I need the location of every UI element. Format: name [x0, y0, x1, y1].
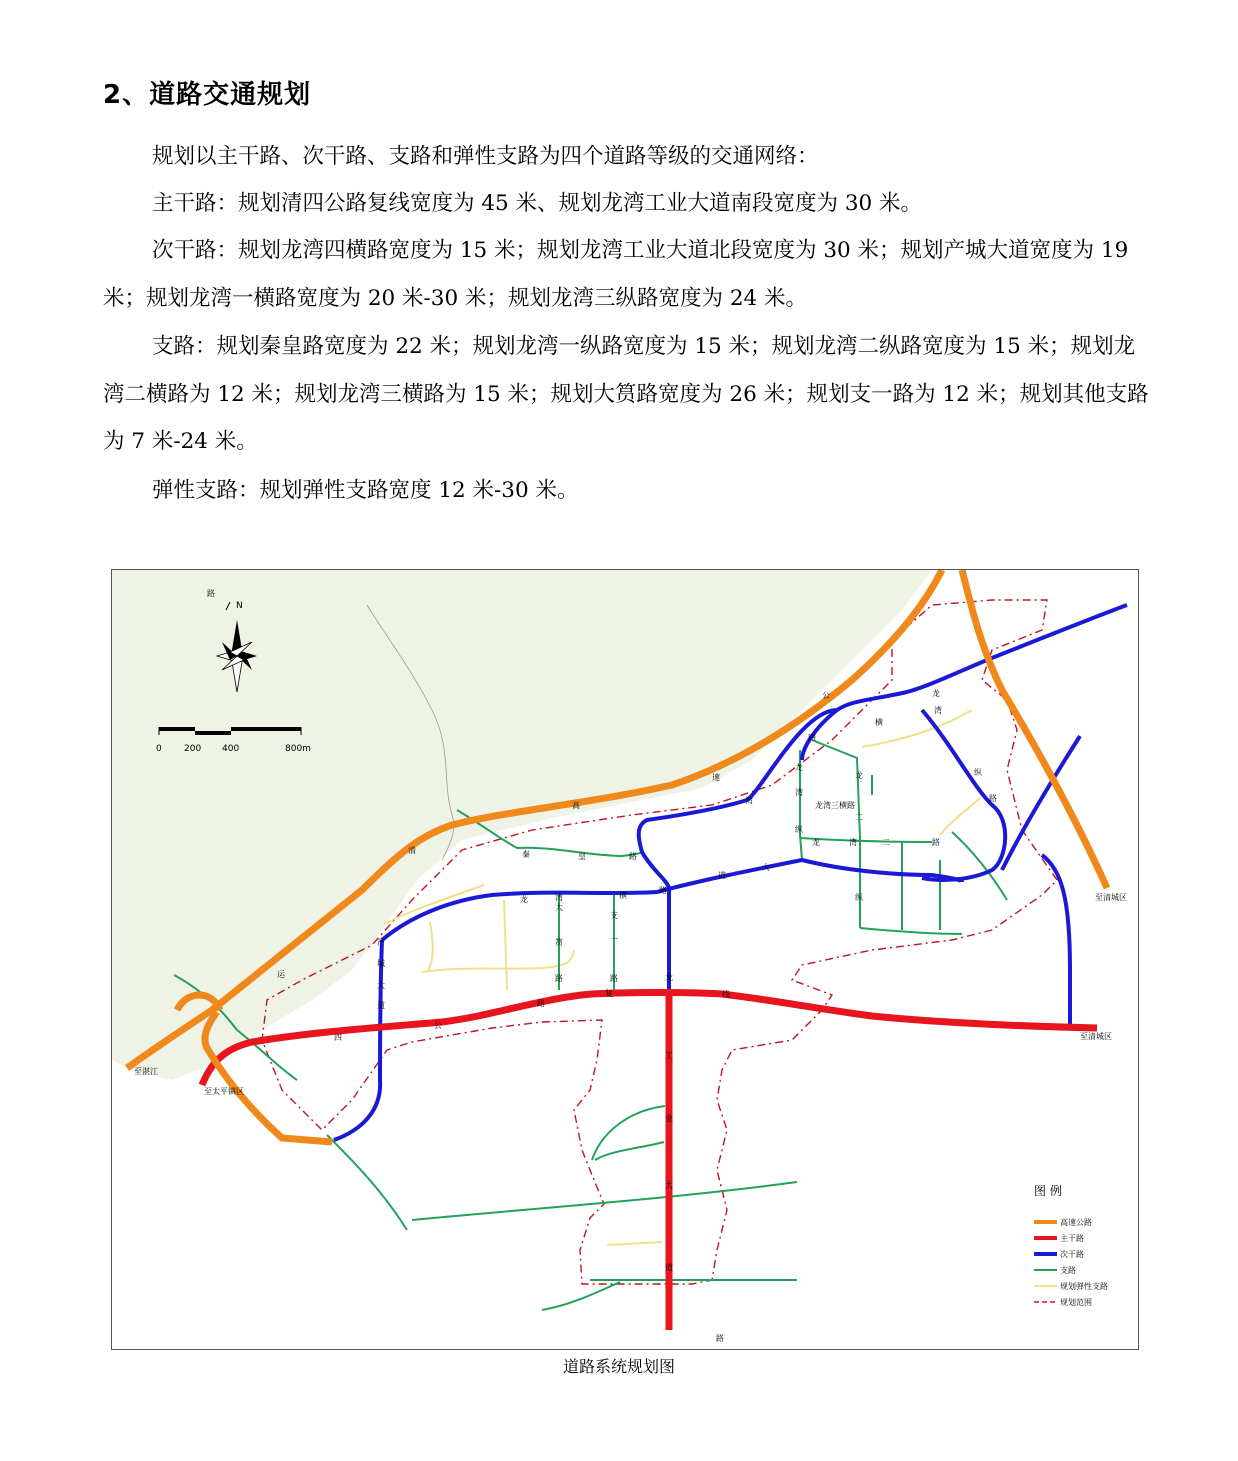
three-zong-char: 湾 — [934, 706, 942, 715]
zong-char: 龙 — [795, 763, 803, 772]
zhi-char: 筼 — [555, 938, 563, 947]
zhi-char: 一 — [610, 935, 618, 944]
zhi-char: 路 — [610, 974, 618, 983]
scale-tick-400: 400 — [222, 744, 240, 754]
secondary-char: 四 — [808, 733, 816, 742]
main-south-char: 龙 — [665, 973, 673, 982]
paragraph-secondary-road: 次干路：规划龙湾四横路宽度为 15 米；规划龙湾工业大道北段宽度为 30 米；规划产城大道宽度为 19 米；规划龙湾一横路宽度为 20 米-30 米；规划龙湾三纵路宽度为 24 米。 — [103, 238, 1129, 311]
zhi-char: 支 — [610, 911, 618, 920]
er-heng-char: 二 — [882, 838, 890, 847]
highway-char: 速 — [712, 773, 720, 782]
scale-tick-800: 800m — [285, 744, 311, 754]
legend-label-flexible: 规划弹性支路 — [1060, 1282, 1108, 1291]
zhi-char: 路 — [555, 974, 563, 983]
figure-caption: 道路系统规划图 — [562, 1357, 675, 1376]
main-char: 复 — [605, 989, 613, 998]
legend-label-branch: 支路 — [1060, 1266, 1076, 1275]
chancheng-char: 产 — [377, 938, 385, 947]
secondary-char: 横 — [619, 891, 627, 900]
qinhuang-char: 路 — [629, 852, 637, 861]
zong-char: 湾 — [795, 788, 803, 797]
north-label: N — [236, 601, 243, 611]
secondary-char: 路 — [659, 886, 667, 895]
road-label-longwan-sanhenglu: 龙湾三横路 — [815, 801, 855, 810]
road-label-bottom: 路 — [716, 1334, 724, 1343]
zong-char: 二 — [855, 813, 863, 822]
zong-char: 纵 — [795, 825, 803, 834]
main-south-char: 业 — [665, 1114, 673, 1123]
secondary-char: 龙 — [520, 895, 528, 904]
highway-char: 公 — [822, 691, 830, 700]
secondary-char: 湾 — [745, 796, 753, 805]
secondary-char: 大 — [762, 863, 770, 872]
destination-qingcheng-top: 至清城区 — [1095, 893, 1127, 902]
destination-qingcheng-right: 至清城区 — [1080, 1032, 1112, 1041]
main-char: 公 — [434, 1021, 442, 1030]
paragraph-main-road: 主干路：规划清四公路复线宽度为 45 米、规划龙湾工业大道南段宽度为 30 米。 — [152, 191, 923, 216]
map-legend — [1034, 1183, 1108, 1307]
secondary-char: 龙 — [932, 689, 940, 698]
zong-char: 龙 — [855, 771, 863, 780]
main-char: 路 — [537, 999, 545, 1008]
secondary-char: 横 — [875, 718, 883, 727]
legend-label-main: 主干路 — [1060, 1234, 1084, 1243]
paragraph-branch-road: 支路：规划秦皇路宽度为 22 米；规划龙湾一纵路宽度为 15 米；规划龙湾二纵路宽度为 15 米；规划龙湾二横路为 12 米；规划龙湾三横路为 15 米；规划大筼路宽度为 26 米；规划支一路为 12 米；规划其他支路为 7 米-24 米。 — [103, 334, 1149, 454]
er-heng-char: 路 — [932, 838, 940, 847]
destination-zhanjiang: 至湛江 — [134, 1067, 158, 1076]
secondary-char: 道 — [718, 871, 726, 880]
main-south-char: 道 — [665, 1263, 673, 1272]
highway-char: 清 — [408, 846, 416, 855]
chancheng-char: 城 — [377, 959, 385, 968]
secondary-char: 湾 — [555, 893, 563, 902]
zong-char: 纵 — [855, 893, 863, 902]
paragraph-intro: 规划以主干路、次干路、支路和弹性支路为四个道路等级的交通网络： — [152, 144, 819, 169]
er-heng-char: 湾 — [849, 838, 857, 847]
road-label-top: 路 — [207, 589, 215, 598]
map-canvas — [112, 570, 1138, 1349]
main-south-char: 大 — [665, 1181, 673, 1190]
qinhuang-char: 秦 — [522, 850, 530, 859]
legend-label-secondary: 次干路 — [1060, 1250, 1084, 1259]
scale-tick-200: 200 — [184, 744, 202, 754]
chancheng-char: 道 — [377, 1001, 385, 1010]
three-zong-char: 纵 — [974, 768, 982, 777]
qinhuang-char: 皇 — [578, 852, 586, 861]
main-char: 四 — [334, 1033, 342, 1042]
main-char: 线 — [722, 990, 730, 999]
three-zong-char: 路 — [989, 794, 997, 803]
road-system-map — [111, 569, 1139, 1350]
zhi-char: 大 — [555, 903, 563, 912]
highway-char: 运 — [277, 970, 285, 979]
destination-taiping: 至太平镇区 — [204, 1087, 244, 1096]
highway-char: 高 — [572, 801, 580, 810]
scale-tick-0: 0 — [156, 744, 162, 754]
paragraph-flexible-road: 弹性支路：规划弹性支路宽度 12 米-30 米。 — [152, 478, 579, 503]
main-south-char: 工 — [665, 1051, 673, 1060]
legend-label-highway: 高速公路 — [1060, 1218, 1092, 1227]
legend-label-boundary: 规划范围 — [1060, 1298, 1092, 1307]
legend-title: 图 例 — [1034, 1184, 1062, 1198]
chancheng-char: 大 — [377, 981, 385, 990]
section-heading: 2、道路交通规划 — [103, 80, 312, 110]
er-heng-char: 龙 — [812, 838, 820, 847]
